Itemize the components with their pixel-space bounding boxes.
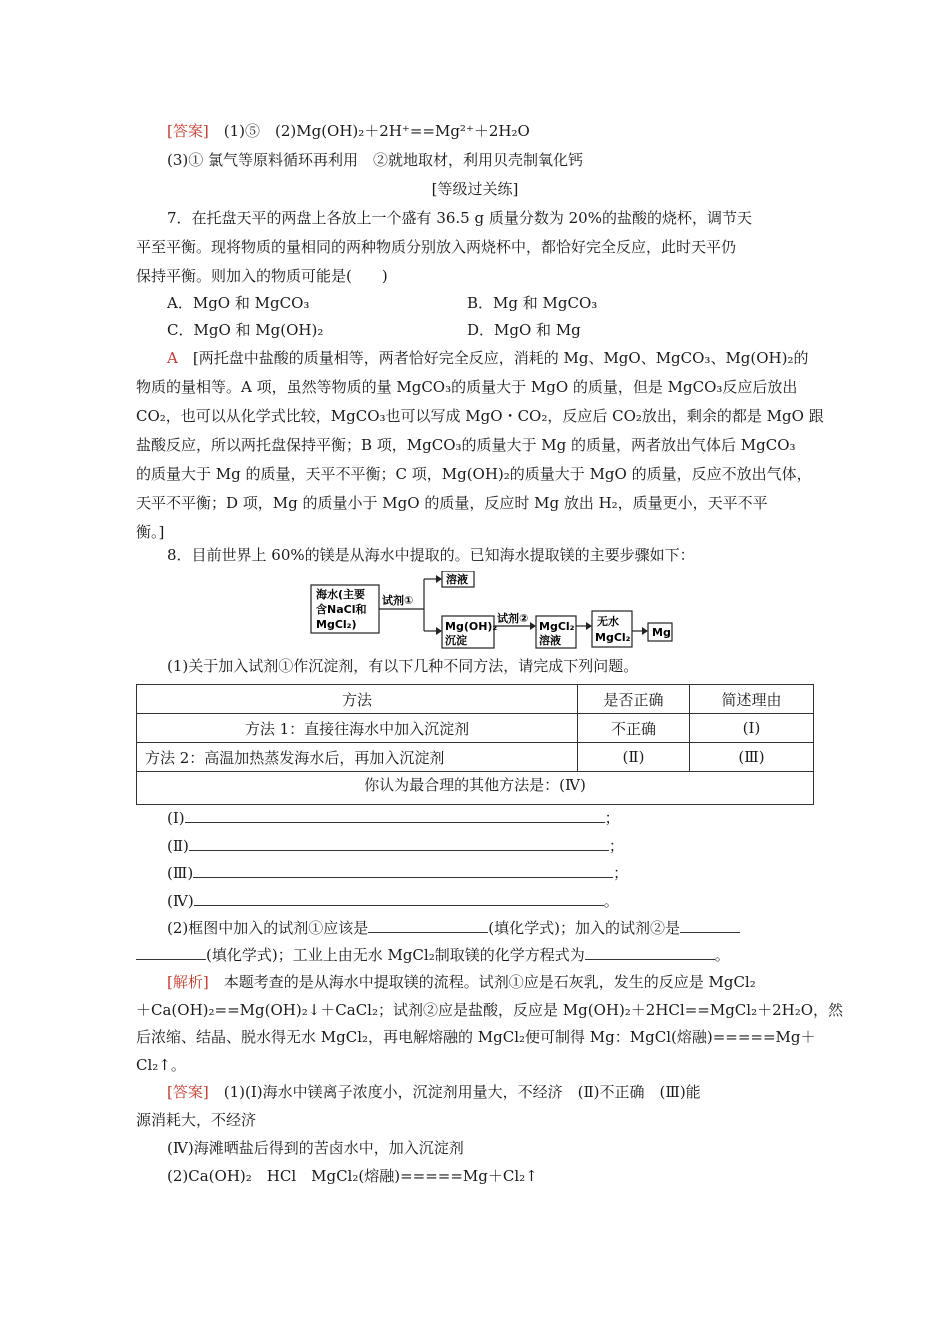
analysis-line: 后浓缩、结晶、脱水得无水 MgCl₂，再电解熔融的 MgCl₂便可制得 Mg：MgCl(熔融)=====Mg＋ xyxy=(136,1028,816,1046)
table-cell: (Ⅱ) xyxy=(578,743,690,772)
q8-intro: 8．目前世界上 60%的镁是从海水中提取的。已知海水提取镁的主要步骤如下： xyxy=(167,546,695,564)
option-c: C．MgO 和 Mg(OH)₂ xyxy=(167,321,324,339)
mgcl2-solution-label: 溶液 xyxy=(539,634,561,647)
blank-end: ； xyxy=(608,837,624,855)
solution-label: 溶液 xyxy=(446,573,468,586)
table-cell: 不正确 xyxy=(578,714,690,743)
explain-line xyxy=(167,348,809,368)
blank-label: (Ⅳ) xyxy=(167,892,194,910)
table-cell: (Ⅲ) xyxy=(690,743,814,772)
precipitate-label: 沉淀 xyxy=(445,634,467,647)
reagent2-blank-b[interactable] xyxy=(136,959,206,960)
table-cell: 你认为最合理的其他方法是：(Ⅳ) xyxy=(137,772,814,805)
arrow-icon xyxy=(586,622,592,630)
blank-end: ； xyxy=(613,864,629,882)
answer-letter: A xyxy=(167,349,178,367)
sub2-text: (填化学式)；工业上由无水 MgCl₂制取镁的化学方程式为 xyxy=(206,946,585,964)
table-cell: 方法 2：高温加热蒸发海水后，再加入沉淀剂 xyxy=(137,743,578,772)
answer-line-2: (3)① 氯气等原料循环再利用 ②就地取材，利用贝壳制氧化钙 xyxy=(167,151,584,169)
blank-end: 。 xyxy=(603,892,619,910)
answer-blank[interactable] xyxy=(185,822,605,823)
equation-blank[interactable] xyxy=(585,959,715,960)
methods-table xyxy=(136,684,814,805)
explain-line: 天平不平衡；D 项，Mg 的质量小于 MgO 的质量，反应时 Mg 放出 H₂，质量更小，天平不平 xyxy=(136,494,768,512)
answer2-line: 源消耗大，不经济 xyxy=(136,1111,257,1129)
arrow-icon xyxy=(642,627,648,635)
q7-line: 保持平衡。则加入的物质可能是( ) xyxy=(136,267,388,285)
table-row xyxy=(137,772,814,805)
analysis-text: 本题考查的是从海水中提取镁的流程。试剂①应是石灰乳，发生的反应是 MgCl₂ xyxy=(208,973,756,991)
option-b: B．Mg 和 MgCO₃ xyxy=(467,294,598,312)
answer-blank[interactable] xyxy=(193,877,613,878)
answer-text: (1)⑤ (2)Mg(OH)₂＋2H⁺==Mg²⁺＋2H₂O xyxy=(223,122,530,140)
blank-label: (Ⅲ) xyxy=(167,864,194,882)
reagent2-label: 试剂② xyxy=(497,612,529,625)
blank-label: (Ⅰ) xyxy=(167,809,185,827)
section-title: [等级过关练] xyxy=(431,180,519,198)
analysis-tag: [解析] xyxy=(167,973,209,991)
q8-sub2-cont xyxy=(136,945,730,965)
blank-line-3 xyxy=(167,863,628,883)
analysis-line xyxy=(167,972,756,992)
blank-line-1 xyxy=(167,808,620,828)
arrow-icon xyxy=(530,622,536,630)
sub2-end: 。 xyxy=(714,946,730,964)
table-cell: (Ⅰ) xyxy=(690,714,814,743)
analysis-line: Cl₂↑。 xyxy=(136,1056,186,1074)
q7-line: 7．在托盘天平的两盘上各放上一个盛有 36.5 g 质量分数为 20%的盐酸的烧杯，调节天 xyxy=(167,209,752,227)
answer2-line: (2)Ca(OH)₂ HCl MgCl₂(熔融)=====Mg＋Cl₂↑ xyxy=(167,1167,538,1185)
table-row xyxy=(137,743,814,772)
blank-label: (Ⅱ) xyxy=(167,837,189,855)
reagent1-blank[interactable] xyxy=(368,932,488,933)
table-cell: 方法 1：直接往海水中加入沉淀剂 xyxy=(137,714,578,743)
table-header: 是否正确 xyxy=(578,685,690,714)
explain-line: 盐酸反应，所以两托盘保持平衡；B 项，MgCO₃的质量大于 Mg 的质量，两者放出气体后 MgCO₃ xyxy=(136,436,796,454)
explain-line: CO₂，也可以从化学式比较，MgCO₃也可以写成 MgO・CO₂，反应后 CO₂放出，剩余的都是 MgO 跟 xyxy=(136,407,824,425)
explain-text: [两托盘中盐酸的质量相等，两者恰好完全反应，消耗的 Mg、MgO、MgCO₃、Mg(OH)₂的 xyxy=(192,349,809,367)
answer-blank[interactable] xyxy=(189,850,609,851)
table-header: 方法 xyxy=(137,685,578,714)
reagent1-label: 试剂① xyxy=(382,594,414,607)
explain-line: 的质量大于 Mg 的质量，天平不平衡；C 项，Mg(OH)₂的质量大于 MgO 的质量，反应不放出气体， xyxy=(136,465,812,483)
sub2-text: (填化学式)；加入的试剂②是 xyxy=(488,919,680,937)
answer2-tag: [答案] xyxy=(167,1083,209,1101)
table-header: 简述理由 xyxy=(690,685,814,714)
answer2-text: (1)(Ⅰ)海水中镁离子浓度小，沉淀剂用量大，不经济 (Ⅱ)不正确 (Ⅲ)能 xyxy=(208,1083,701,1101)
option-a: A．MgO 和 MgCO₃ xyxy=(167,294,310,312)
blank-line-2 xyxy=(167,836,624,856)
answer2-line: (Ⅳ)海滩晒盐后得到的苦卤水中，加入沉淀剂 xyxy=(167,1139,464,1157)
precipitate-label: Mg(OH)₂ xyxy=(445,620,498,633)
table-row xyxy=(137,685,814,714)
reagent2-blank-a[interactable] xyxy=(680,932,740,933)
explain-line: 物质的量相等。A 项，虽然等物质的量 MgCO₃的质量大于 MgO 的质量，但是 MgCO₃反应后放出 xyxy=(136,378,798,396)
q8-sub1: (1)关于加入试剂①作沉淀剂，有以下几种不同方法，请完成下列问题。 xyxy=(167,657,639,675)
answer-tag: [答案] xyxy=(167,122,209,140)
flow-diagram xyxy=(310,571,680,651)
mgcl2-solution-label: MgCl₂ xyxy=(539,620,575,633)
answer-line-1 xyxy=(167,121,530,141)
mg-label: Mg xyxy=(652,626,671,639)
option-d: D．MgO 和 Mg xyxy=(467,321,581,339)
answer-blank[interactable] xyxy=(194,905,604,906)
explain-line: 衡。] xyxy=(136,523,165,541)
q7-line: 平至平衡。现将物质的量相同的两种物质分别放入两烧杯中，都恰好完全反应，此时天平仍 xyxy=(136,238,737,256)
analysis-line: ＋Ca(OH)₂==Mg(OH)₂↓＋CaCl₂；试剂②应是盐酸，反应是 Mg(OH)₂＋2HCl==MgCl₂＋2H₂O，然 xyxy=(136,1001,844,1019)
blank-end: ； xyxy=(604,809,620,827)
anhydrous-label: MgCl₂ xyxy=(595,631,631,644)
seawater-label: 海水(主要 xyxy=(316,588,366,601)
q8-sub2 xyxy=(167,918,740,938)
sub2-text: (2)框图中加入的试剂①应该是 xyxy=(167,919,369,937)
seawater-label: MgCl₂) xyxy=(316,618,357,631)
seawater-label: 含NaCl和 xyxy=(316,603,367,616)
blank-line-4 xyxy=(167,891,619,911)
answer2-line xyxy=(167,1082,701,1102)
anhydrous-label: 无水 xyxy=(597,615,619,628)
table-row xyxy=(137,714,814,743)
